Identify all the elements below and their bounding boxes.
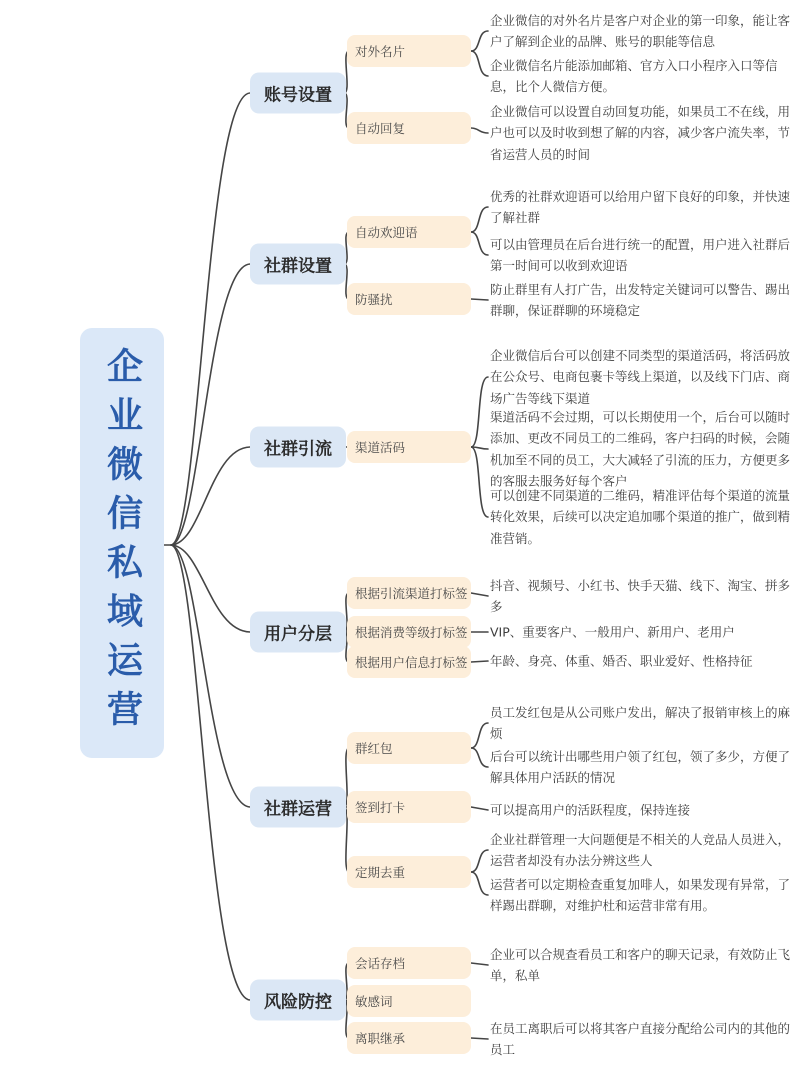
branch-node-user-segmentation[interactable]: 用户分层 bbox=[250, 612, 346, 653]
child-node-check-in[interactable]: 签到打卡 bbox=[347, 791, 471, 823]
branch-node-group-acquisition[interactable]: 社群引流 bbox=[250, 427, 346, 468]
note-text: 企业可以合规查看员工和客户的聊天记录，有效防止飞单，私单 bbox=[490, 946, 791, 983]
child-node-dedup[interactable]: 定期去重 bbox=[347, 856, 471, 888]
note-text: 渠道活码不会过期，可以长期使用一个，后台可以随时添加、更改不同员工的二维码，客户扫码的时候，会随机加至不同的员工，大大减轻了引流的压力，方便更多的客服去服务好每个客户 bbox=[490, 409, 791, 489]
note-text: 年龄、身亮、体重、婚否、职业爱好、性格持征 bbox=[490, 653, 753, 669]
note-text: 在员工离职后可以将其客户直接分配给公司内的其他的员工 bbox=[490, 1020, 791, 1057]
branch-node-group-operation[interactable]: 社群运营 bbox=[250, 787, 346, 828]
note-text: 企业微信后台可以创建不同类型的渠道活码，将活码放在公众号、电商包裹卡等线上渠道，以及线下门店、商场广告等线下渠道 bbox=[490, 348, 791, 406]
child-node-business-card[interactable]: 对外名片 bbox=[347, 35, 471, 67]
note-text: VIP、重要客户、一般用户、新用户、老用户 bbox=[490, 624, 735, 640]
note-text: 可以创建不同渠道的二维码，精准评估每个渠道的流量转化效果，后续可以决定追加哪个渠道的推广，做到精准营销。 bbox=[490, 488, 791, 546]
child-node-welcome-message[interactable]: 自动欢迎语 bbox=[347, 216, 471, 248]
child-node-anti-spam[interactable]: 防骚扰 bbox=[347, 283, 471, 315]
note-text: 可以提高用户的活跃程度，保持连接 bbox=[490, 802, 691, 818]
child-node-tag-by-channel[interactable]: 根据引流渠道打标签 bbox=[347, 577, 471, 609]
child-node-sensitive-words[interactable]: 敏感词 bbox=[347, 985, 471, 1017]
note-text: 后台可以统计出哪些用户领了红包，领了多少，方便了解具体用户活跃的情况 bbox=[490, 748, 791, 785]
note-text: 可以由管理员在后台进行统一的配置，用户进入社群后第一时间可以收到欢迎语 bbox=[490, 236, 791, 273]
child-node-tag-by-spending[interactable]: 根据消费等级打标签 bbox=[347, 616, 471, 648]
note-text: 企业社群管理一大问题便是不相关的人竞品人员进入，运营者却没有办法分辨这些人 bbox=[490, 831, 791, 868]
note-text: 防止群里有人打广告，出发特定关键词可以警告、踢出群聊，保证群聊的环境稳定 bbox=[490, 281, 791, 318]
child-node-group-red-packet[interactable]: 群红包 bbox=[347, 732, 471, 764]
branch-node-account-settings[interactable]: 账号设置 bbox=[250, 73, 346, 114]
child-node-channel-qr[interactable]: 渠道活码 bbox=[347, 431, 471, 463]
note-text: 抖音、视频号、小红书、快手天猫、线下、淘宝、拼多多 bbox=[490, 577, 791, 614]
note-text: 企业微信的对外名片是客户对企业的第一印象，能让客户了解到企业的品牌、账号的职能等信息 bbox=[490, 12, 791, 49]
note-text: 优秀的社群欢迎语可以给用户留下良好的印象，并快速了解社群 bbox=[490, 188, 791, 225]
branch-node-group-settings[interactable]: 社群设置 bbox=[250, 244, 346, 285]
child-node-tag-by-info[interactable]: 根据用户信息打标签 bbox=[347, 646, 471, 678]
note-text: 企业微信名片能添加邮箱、官方入口小程序入口等信息，比个人微信方便。 bbox=[490, 57, 778, 94]
branch-node-risk-control[interactable]: 风险防控 bbox=[250, 980, 346, 1021]
note-text: 运营者可以定期检查重复加啡人，如果发现有异常，了样踢出群聊，对维护杜和运营非常有用。 bbox=[490, 876, 791, 913]
root-node[interactable]: 企业微信私域运营 bbox=[80, 328, 164, 758]
child-node-auto-reply[interactable]: 自动回复 bbox=[347, 112, 471, 144]
note-text: 企业微信可以设置自动回复功能，如果员工不在线，用户也可以及时收到想了解的内容，减少客户流失率，节省运营人员的时间 bbox=[490, 104, 791, 162]
note-text: 员工发红包是从公司账户发出，解决了报销审核上的麻烦 bbox=[490, 704, 791, 741]
child-node-handover[interactable]: 离职继承 bbox=[347, 1022, 471, 1054]
child-node-chat-archive[interactable]: 会话存档 bbox=[347, 947, 471, 979]
